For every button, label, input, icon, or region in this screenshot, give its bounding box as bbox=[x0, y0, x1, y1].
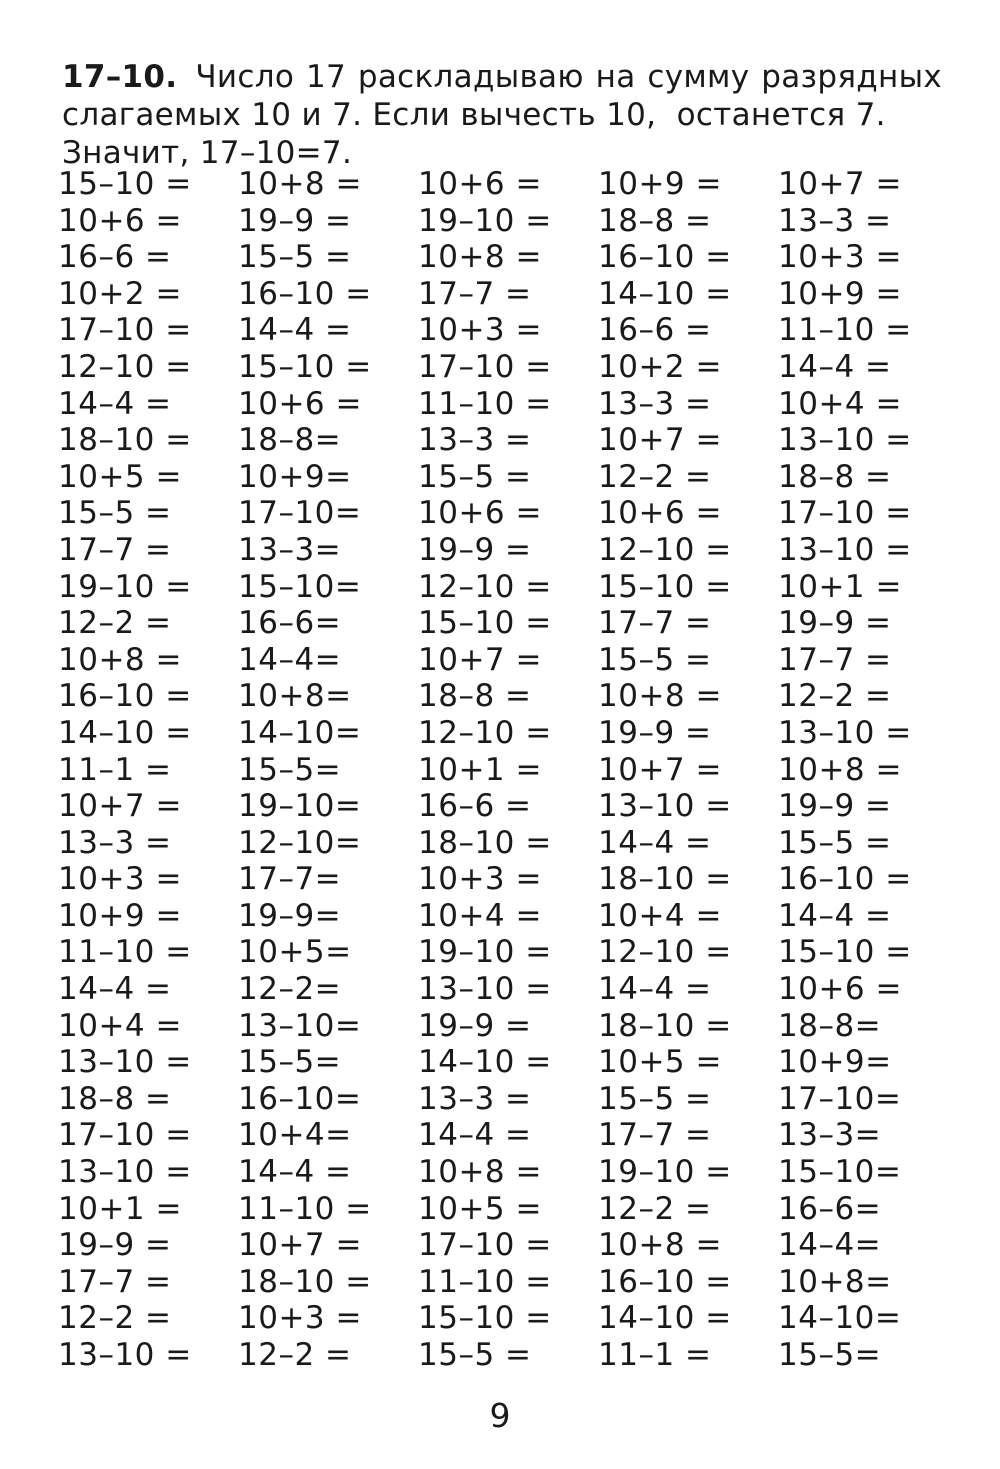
exercise-item: 10+4 = bbox=[598, 897, 722, 934]
exercise-item: 19–9 = bbox=[418, 531, 532, 568]
exercise-item: 15–5 = bbox=[598, 641, 712, 678]
exercise-item: 10+4 = bbox=[58, 1007, 182, 1044]
exercise-item: 17–10 = bbox=[58, 312, 192, 349]
exercise-item: 10+9= bbox=[778, 1044, 892, 1081]
exercise-item: 13–3 = bbox=[418, 1080, 532, 1117]
exercise-item: 14–4 = bbox=[238, 312, 352, 349]
exercise-item: 10+3 = bbox=[238, 1300, 362, 1337]
exercise-column bbox=[418, 166, 598, 1374]
exercise-item: 12–2 = bbox=[58, 1300, 172, 1337]
exercise-item: 11–10 = bbox=[58, 934, 192, 971]
exercise-item: 10+8= bbox=[778, 1263, 892, 1300]
exercise-item: 13–3= bbox=[778, 1117, 882, 1154]
exercise-item: 14–4 = bbox=[598, 824, 712, 861]
exercise-item: 10+7 = bbox=[418, 641, 542, 678]
exercise-item: 17–10= bbox=[238, 495, 362, 532]
exercise-item: 17–10 = bbox=[778, 495, 912, 532]
exercise-item: 13–10 = bbox=[778, 531, 912, 568]
exercise-item: 12–10= bbox=[238, 824, 362, 861]
exercise-item: 15–10 = bbox=[58, 166, 192, 202]
exercise-item: 14–10 = bbox=[418, 1044, 552, 1081]
exercise-item: 10+5= bbox=[238, 934, 352, 971]
exercise-item: 15–5 = bbox=[418, 458, 532, 495]
exercise-item: 10+6 = bbox=[58, 202, 182, 239]
exercise-item: 14–4 = bbox=[58, 971, 172, 1008]
exercise-item: 10+8 = bbox=[778, 751, 902, 788]
exercise-item: 10+1 = bbox=[58, 1190, 182, 1227]
exercise-item: 14–4 = bbox=[238, 1154, 352, 1191]
exercise-item: 15–5= bbox=[778, 1337, 882, 1373]
exercise-item: 16–10 = bbox=[598, 239, 732, 276]
exercise-item: 10+1 = bbox=[418, 751, 542, 788]
exercise-item: 17–10 = bbox=[418, 1227, 552, 1264]
exercise-item: 10+4 = bbox=[418, 897, 542, 934]
exercise-item: 17–7 = bbox=[58, 1263, 172, 1300]
exercise-item: 15–5 = bbox=[418, 1337, 532, 1373]
exercise-item: 12–10 = bbox=[418, 714, 552, 751]
exercise-item: 14–10 = bbox=[58, 714, 192, 751]
exercise-item: 12–2 = bbox=[238, 1337, 352, 1373]
exercise-item: 10+5 = bbox=[58, 458, 182, 495]
exercise-item: 18–10 = bbox=[238, 1263, 372, 1300]
exercise-item: 13–10 = bbox=[778, 714, 912, 751]
exercise-item: 10+3 = bbox=[778, 239, 902, 276]
exercise-item: 18–8= bbox=[238, 422, 342, 459]
exercise-item: 10+8 = bbox=[238, 166, 362, 202]
exercise-item: 15–10= bbox=[778, 1154, 902, 1191]
exercise-item: 15–10 = bbox=[778, 934, 912, 971]
exercise-item: 13–3 = bbox=[418, 422, 532, 459]
exercise-item: 15–5= bbox=[238, 751, 342, 788]
exercise-item: 19–10 = bbox=[58, 568, 192, 605]
exercise-item: 14–4= bbox=[778, 1227, 882, 1264]
exercise-item: 17–7 = bbox=[598, 1117, 712, 1154]
exercise-item: 11–10 = bbox=[418, 1263, 552, 1300]
exercise-item: 19–9 = bbox=[58, 1227, 172, 1264]
exercise-item: 10+3 = bbox=[418, 861, 542, 898]
exercise-column bbox=[238, 166, 418, 1374]
exercise-item: 19–10= bbox=[238, 788, 362, 825]
exercise-item: 16–10= bbox=[238, 1080, 362, 1117]
exercise-item: 18–10 = bbox=[598, 861, 732, 898]
exercise-item: 19–9 = bbox=[778, 788, 892, 825]
exercise-item: 16–6 = bbox=[418, 788, 532, 825]
exercise-item: 10+1 = bbox=[778, 568, 902, 605]
exercise-item: 10+6 = bbox=[238, 385, 362, 422]
exercise-column bbox=[598, 166, 778, 1374]
exercise-item: 18–10 = bbox=[418, 824, 552, 861]
exercise-item: 19–9= bbox=[238, 897, 342, 934]
exercise-item: 15–5 = bbox=[778, 824, 892, 861]
exercise-item: 11–1 = bbox=[58, 751, 172, 788]
exercise-item: 14–4= bbox=[238, 641, 342, 678]
exercise-item: 18–8= bbox=[778, 1007, 882, 1044]
exercise-item: 10+6 = bbox=[418, 495, 542, 532]
exercise-item: 17–7= bbox=[238, 861, 342, 898]
exercise-item: 10+7 = bbox=[598, 422, 722, 459]
exercise-item: 10+8 = bbox=[418, 1154, 542, 1191]
exercise-item: 17–10 = bbox=[58, 1117, 192, 1154]
exercise-item: 14–4 = bbox=[778, 897, 892, 934]
exercise-item: 10+7 = bbox=[238, 1227, 362, 1264]
exercise-item: 13–3= bbox=[238, 531, 342, 568]
exercise-item: 10+7 = bbox=[778, 166, 902, 202]
exercise-item: 13–10 = bbox=[58, 1337, 192, 1373]
exercise-item: 10+8 = bbox=[598, 678, 722, 715]
exercise-item: 16–6= bbox=[238, 605, 342, 642]
exercise-item: 17–7 = bbox=[58, 531, 172, 568]
exercise-item: 15–5= bbox=[238, 1044, 342, 1081]
exercise-grid bbox=[58, 166, 958, 1374]
exercise-item: 16–6= bbox=[778, 1190, 882, 1227]
exercise-item: 10+2 = bbox=[598, 348, 722, 385]
exercise-item: 13–10 = bbox=[418, 971, 552, 1008]
exercise-item: 13–3 = bbox=[778, 202, 892, 239]
exercise-item: 16–10 = bbox=[238, 275, 372, 312]
exercise-item: 18–10 = bbox=[598, 1007, 732, 1044]
exercise-item: 14–10 = bbox=[598, 275, 732, 312]
exercise-item: 19–9 = bbox=[778, 605, 892, 642]
exercise-item: 12–10 = bbox=[598, 531, 732, 568]
exercise-item: 10+8 = bbox=[418, 239, 542, 276]
exercise-item: 12–2 = bbox=[598, 1190, 712, 1227]
exercise-item: 10+3 = bbox=[58, 861, 182, 898]
exercise-item: 15–10 = bbox=[598, 568, 732, 605]
exercise-item: 18–8 = bbox=[418, 678, 532, 715]
exercise-item: 19–10 = bbox=[418, 202, 552, 239]
exercise-item: 10+7 = bbox=[58, 788, 182, 825]
exercise-item: 17–7 = bbox=[598, 605, 712, 642]
exercise-item: 12–10 = bbox=[598, 934, 732, 971]
exercise-item: 10+8 = bbox=[598, 1227, 722, 1264]
exercise-item: 11–1 = bbox=[598, 1337, 712, 1373]
exercise-item: 12–10 = bbox=[418, 568, 552, 605]
exercise-item: 10+9= bbox=[238, 458, 352, 495]
exercise-item: 19–9 = bbox=[418, 1007, 532, 1044]
exercise-item: 11–10 = bbox=[778, 312, 912, 349]
exercise-item: 18–8 = bbox=[598, 202, 712, 239]
exercise-item: 16–6 = bbox=[58, 239, 172, 276]
page-number: 9 bbox=[489, 1396, 511, 1435]
exercise-item: 12–10 = bbox=[58, 348, 192, 385]
exercise-item: 10+7 = bbox=[598, 751, 722, 788]
exercise-item: 14–10= bbox=[778, 1300, 902, 1337]
exercise-item: 14–4 = bbox=[418, 1117, 532, 1154]
exercise-item: 10+5 = bbox=[598, 1044, 722, 1081]
exercise-item: 10+2 = bbox=[58, 275, 182, 312]
intro-text-line-1: Число 17 раскладываю на сумму разрядных bbox=[195, 59, 942, 95]
exercise-item: 19–10 = bbox=[418, 934, 552, 971]
exercise-item: 10+3 = bbox=[418, 312, 542, 349]
intro-example-heading: 17–10. bbox=[62, 59, 178, 95]
exercise-item: 14–4 = bbox=[598, 971, 712, 1008]
exercise-item: 12–2 = bbox=[598, 458, 712, 495]
exercise-item: 19–10 = bbox=[598, 1154, 732, 1191]
exercise-item: 17–7 = bbox=[778, 641, 892, 678]
exercise-item: 13–3 = bbox=[58, 824, 172, 861]
exercise-item: 17–10= bbox=[778, 1080, 902, 1117]
exercise-item: 17–7 = bbox=[418, 275, 532, 312]
exercise-item: 17–10 = bbox=[418, 348, 552, 385]
exercise-item: 18–8 = bbox=[58, 1080, 172, 1117]
exercise-item: 15–10= bbox=[238, 568, 362, 605]
exercise-item: 12–2 = bbox=[58, 605, 172, 642]
exercise-item: 10+4= bbox=[238, 1117, 352, 1154]
intro-paragraph bbox=[62, 58, 942, 172]
exercise-item: 10+4 = bbox=[778, 385, 902, 422]
exercise-column bbox=[58, 166, 238, 1374]
exercise-item: 16–6 = bbox=[598, 312, 712, 349]
exercise-item: 15–5 = bbox=[238, 239, 352, 276]
exercise-item: 13–10 = bbox=[58, 1044, 192, 1081]
exercise-item: 11–10 = bbox=[238, 1190, 372, 1227]
exercise-item: 16–10 = bbox=[58, 678, 192, 715]
exercise-item: 13–10 = bbox=[598, 788, 732, 825]
exercise-item: 16–10 = bbox=[778, 861, 912, 898]
exercise-item: 15–5 = bbox=[58, 495, 172, 532]
exercise-item: 14–4 = bbox=[778, 348, 892, 385]
exercise-item: 11–10 = bbox=[418, 385, 552, 422]
exercise-column bbox=[778, 166, 958, 1374]
exercise-item: 10+6 = bbox=[418, 166, 542, 202]
exercise-item: 18–10 = bbox=[58, 422, 192, 459]
intro-line-1 bbox=[62, 58, 942, 96]
exercise-item: 10+8 = bbox=[58, 641, 182, 678]
exercise-item: 15–10 = bbox=[418, 1300, 552, 1337]
exercise-item: 10+6 = bbox=[598, 495, 722, 532]
exercise-item: 15–5 = bbox=[598, 1080, 712, 1117]
exercise-item: 10+6 = bbox=[778, 971, 902, 1008]
exercise-item: 12–2 = bbox=[778, 678, 892, 715]
exercise-item: 10+9 = bbox=[778, 275, 902, 312]
exercise-item: 14–4 = bbox=[58, 385, 172, 422]
exercise-item: 10+9 = bbox=[598, 166, 722, 202]
intro-text-line-2: слагаемых 10 и 7. Если вычесть 10, останется 7. bbox=[62, 97, 886, 133]
exercise-item: 16–10 = bbox=[598, 1263, 732, 1300]
exercise-item: 13–10= bbox=[238, 1007, 362, 1044]
exercise-item: 19–9 = bbox=[238, 202, 352, 239]
exercise-item: 14–10= bbox=[238, 714, 362, 751]
exercise-item: 18–8 = bbox=[778, 458, 892, 495]
exercise-item: 10+9 = bbox=[58, 897, 182, 934]
exercise-item: 15–10 = bbox=[238, 348, 372, 385]
exercise-item: 19–9 = bbox=[598, 714, 712, 751]
exercise-item: 13–3 = bbox=[598, 385, 712, 422]
exercise-item: 10+8= bbox=[238, 678, 352, 715]
exercise-item: 12–2= bbox=[238, 971, 342, 1008]
exercise-item: 10+5 = bbox=[418, 1190, 542, 1227]
exercise-item: 13–10 = bbox=[58, 1154, 192, 1191]
exercise-item: 15–10 = bbox=[418, 605, 552, 642]
exercise-item: 13–10 = bbox=[778, 422, 912, 459]
intro-text-line-3: Значит, 17–10=7. bbox=[62, 135, 353, 171]
exercise-item: 14–10 = bbox=[598, 1300, 732, 1337]
